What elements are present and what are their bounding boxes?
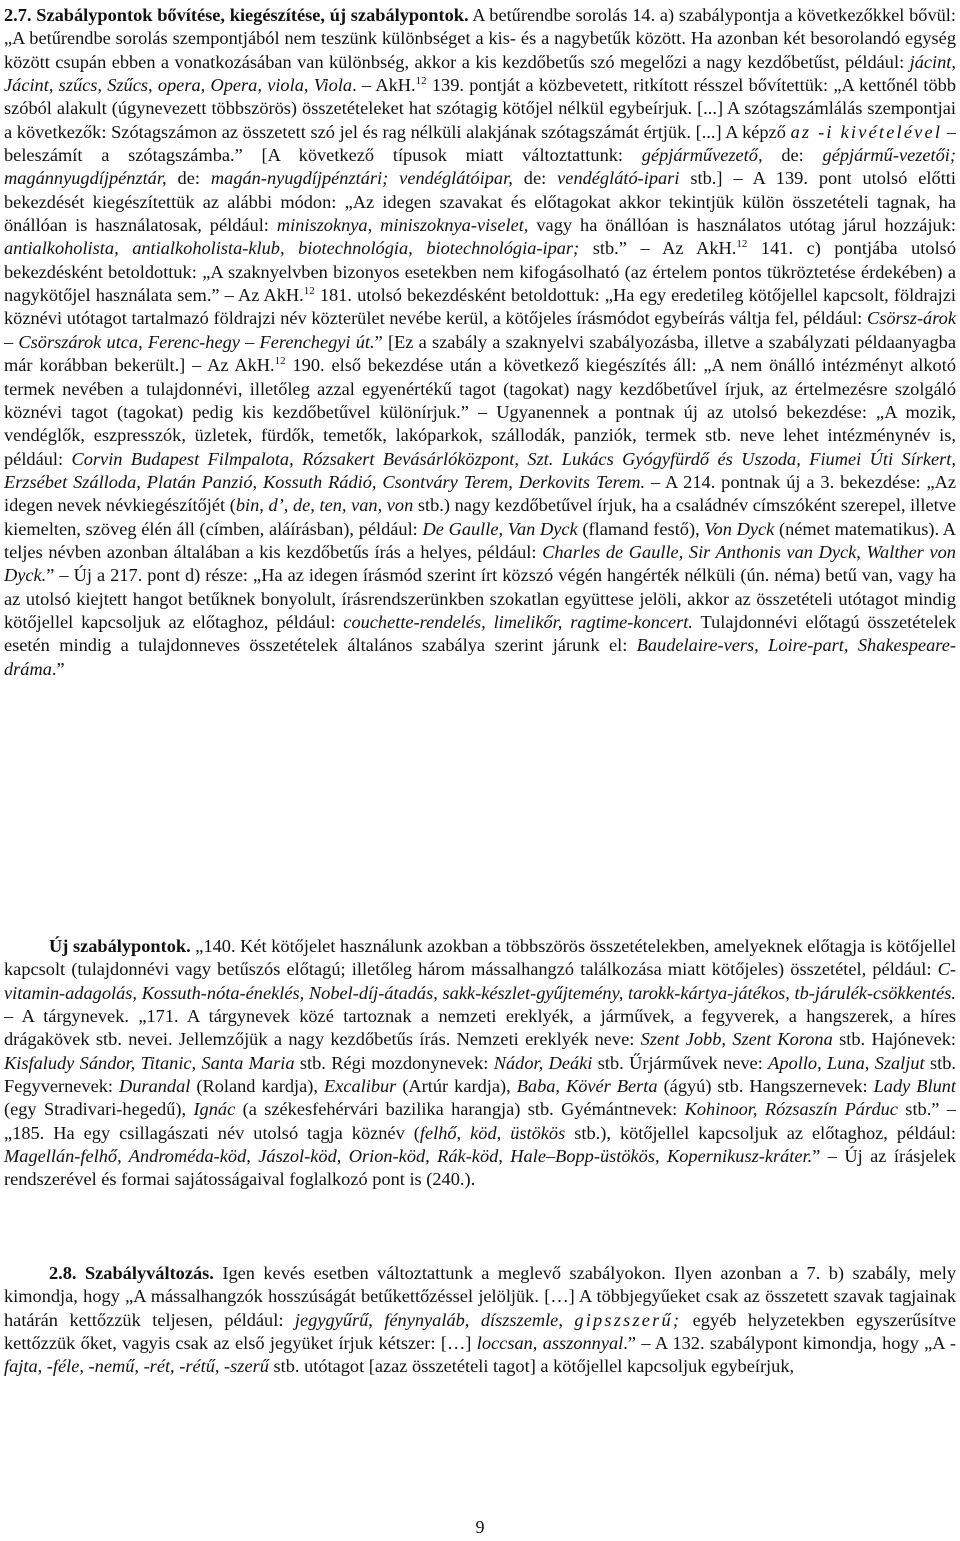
new-rules-heading: Új szabálypontok. — [49, 936, 191, 956]
section-2-7-paragraph: 2.7. Szabálypontok bővítése, kiegészítése, új szabálypontok. A betűrendbe sorolás 14. a) szabálypontja a következőkkel bővül: „A betűrendbe sorolás szempontjából nem teszünk különbséget a kis- és a nagybetűk között. Ha azonban két besorolandó egység között csupán ebben a vonatkozásában van különbség, akkor a kis kezdőbetűs szó megelőzi a nagy kezdőbetűst, például: jácint, Jácint, szűcs, Szűcs, opera, Opera, viola, Viola. – AkH.$^{12}$ 139. pontját a közbevetett, ritkított résszel bővítettük: „A kettőnél több szóból alakult (úgynevezett többszörös) összetételeket hat szótagig kötőjel nélkül egybeírjuk. [...] A szótagszámlálás szempontjai a következők: Szótagszámon az összetett szó jel és rag nélküli alakjának szótagszámát értjük. [...] A képző az -i kivételével – beleszámít a szótagszámba.” [A következő típusok miatt változtattunk: gépjárművezető, de: gépjármű-vezetői; magánnyugdíjpénztár, de: magán-nyugdíjpénztári; vendéglátóipar, de: vendéglátó-ipari stb.] – A 139. pont utolsó előtti bekezdését kiegészítettük az alábbi módon: „Az idegen szavakat és előtagokat akkor tekintjük külön összetételi tagnak, ha önállóan is használatosak, például: miniszoknya, miniszoknya-viselet, vagy ha önállóan is használatos utótag járul hozzájuk: antialkoholista, antialkoholista-klub, biotechnológia, biotechnológia-ipar; stb.” – Az AkH.$^{12}$ 141. c) pontjába utolsó bekezdésként betoldottuk: „A szaknyelvben bizonyos esetekben nem kifogásolható (az értelem pontos tükröztetése érdekében) a nagykötőjel használata sem.” – Az AkH.$^{12}$ 181. utolsó bekezdésként betoldottuk: „Ha egy eredetileg kötőjellel kapcsolt, földrajzi köznévi utótagot tartalmazó földrajzi név közterület nevébe kerül, a kötőjeles írásmódot egybeírás váltja fel, például: Csörsz-árok – Csörszárok utca, Ferenc-hegy – Ferenchegyi út.” [Ez a szabály a szaknyelvi szabályozásba, illetve a szabályzati példaanyagba már korábban bekerült.] – Az AkH.$^{12}$ 190. első bekezdése után a következő kiegészítés áll: „A nem önálló intézményt alkotó termek nevében a tulajdonnévi, illetőleg azzal egyenértékű tagot (tagokat) nagy kezdőbetűvel írjuk, az értelmezésre szolgáló köznévi tagot (tagokat) pedig kis kezdőbetűvel különírjuk.” – Ugyanennek a pontnak új az utolsó bekezdése: „A mozik, vendéglők, eszpresszók, üzletek, fürdők, temetők, lakóparkok, szállodák, panziók, termek stb. neve lehet intézménynév is, például: Corvin Budapest Filmpalota, Rózsakert Bevásárlóközpont, Szt. Lukács Gyógyfürdő és Uszoda, Fiumei Úti Sírkert, Erzsébet Szálloda, Platán Panzió, Kossuth Rádió, Csontváry Terem, Derkovits Terem. – A 214. pontnak új a 3. bekezdése: „Az idegen nevek névkiegészítőjét (bin, d’, de, ten, van, von stb.) nagy kezdőbetűvel írjuk, ha a családnév címszóként szerepel, illetve kiemelten, szöveg élén áll (címben, aláírásban), például: De Gaulle, Van Dyck (flamand festő), Von Dyck (német matematikus). A teljes névben azonban általában a kis kezdőbetűs írás a helyes, például: Charles de Gaulle, Sir Anthonis van Dyck, Walther von Dyck.” – Új a 217. pont d) része: „Ha az idegen írásmód szerint írt közszó végén hangérték nélküli (ún. néma) betű van, vagy ha az utolsó kiejtett hangot betűknek bonyolult, írásrendszerünkben szokatlan együttese jelöli, akkor az összetételi utótagot mindig kötőjellel kapcsoljuk az előtaghoz, például: couchette-rendelés, limelikőr, ragtime-koncert. Tulajdonnévi előtagú összetételek esetén mindig a tulajdonneves összetételek általános szabálya szerint járunk el: Baudelaire-vers, Loire-part, Shakespeare-dráma.” — [4, 5, 957, 679]
new-rules-paragraph: Új szabálypontok. „140. Két kötőjelet használunk azokban a többszörös összetételekben, amelyeknek előtagja is kötőjellel kapcsolt (tulajdonnévi vagy betűszós előtagú; illetőleg három mássalhangzó találkozása miatt kötőjeles) összetétel, például: C-vitamin-adagolás, Kossuth-nóta-éneklés, Nobel-díj-átadás, sakk-készlet-gyűjtemény, tarokk-kártya-játékos, tb-járulék-csökkentés. – A tárgynevek. „171. A tárgynevek közé tartoznak a nemzeti ereklyék, a járművek, a fegyverek, a hangszerek, a híres drágakövek stb. nevei. Jellemzőjük a nagy kezdőbetűs írás. Nemzeti ereklyék neve: Szent Jobb, Szent Korona stb. Hajónevek: Kisfaludy Sándor, Titanic, Santa Maria stb. Régi mozdonynevek: Nádor, Deáki stb. Űrjárművek neve: Apollo, Luna, Szaljut stb. Fegyvernevek: Durandal (Roland kardja), Excalibur (Artúr kardja), Baba, Kövér Berta (ágyú) stb. Hangszernevek: Lady Blunt (egy Stradivari-hegedű), Ignác (a székesfehérvári bazilika harangja) stb. Gyémántnevek: Kohinoor, Rózsaszín Párduc stb.” – „185. Ha egy csillagászati név utolsó tagja köznév (felhő, köd, üstökös stb.), kötőjellel kapcsoljuk az előtaghoz, például: Magellán-felhő, Andromédа-köd, Jászol-köd, Orion-köd, Rák-köd, Hale–Bopp-üstökös, Kopernikusz-kráter.” – Új az írásjelek rendszerével és formai sajátosságaival foglalkozó pont is (240.). — [4, 936, 957, 1190]
page-number: 9 — [475, 1517, 485, 1537]
document-page — [4, 0, 956, 1541]
section-2-7-title: 2.7. Szabálypontok bővítése, kiegészítése, új szabálypontok. — [4, 5, 469, 25]
section-2-8-paragraph: 2.8. Szabályváltozás. Igen kevés esetben változtattunk a meglevő szabályokon. Ilyen azonban a 7. b) szabály, mely kimondja, hogy „A mássalhangzók hosszúságát betűkettőzéssel jelöljük. […] A többjegyűeket csak az összetett szavak tagjainak határán kettőzzük teljesen, például: jegygyűrű, fénynyaláb, díszszemle, gipszszerű; egyéb helyzetekben egyszerűsítve kettőzzük őket, vagyis csak az első jegyüket írjuk kétszer: […] loccsan, asszonnyal.” – A 132. szabálypont kimondja, hogy „A -fajta, -féle, -nemű, -rét, -rétű, -szerű stb. utótagot [azaz összetételi tagot] a kötőjellel kapcsoljuk egybeírjuk, — [4, 1263, 957, 1377]
section-2-8-title: 2.8. Szabályváltozás. — [49, 1263, 214, 1283]
